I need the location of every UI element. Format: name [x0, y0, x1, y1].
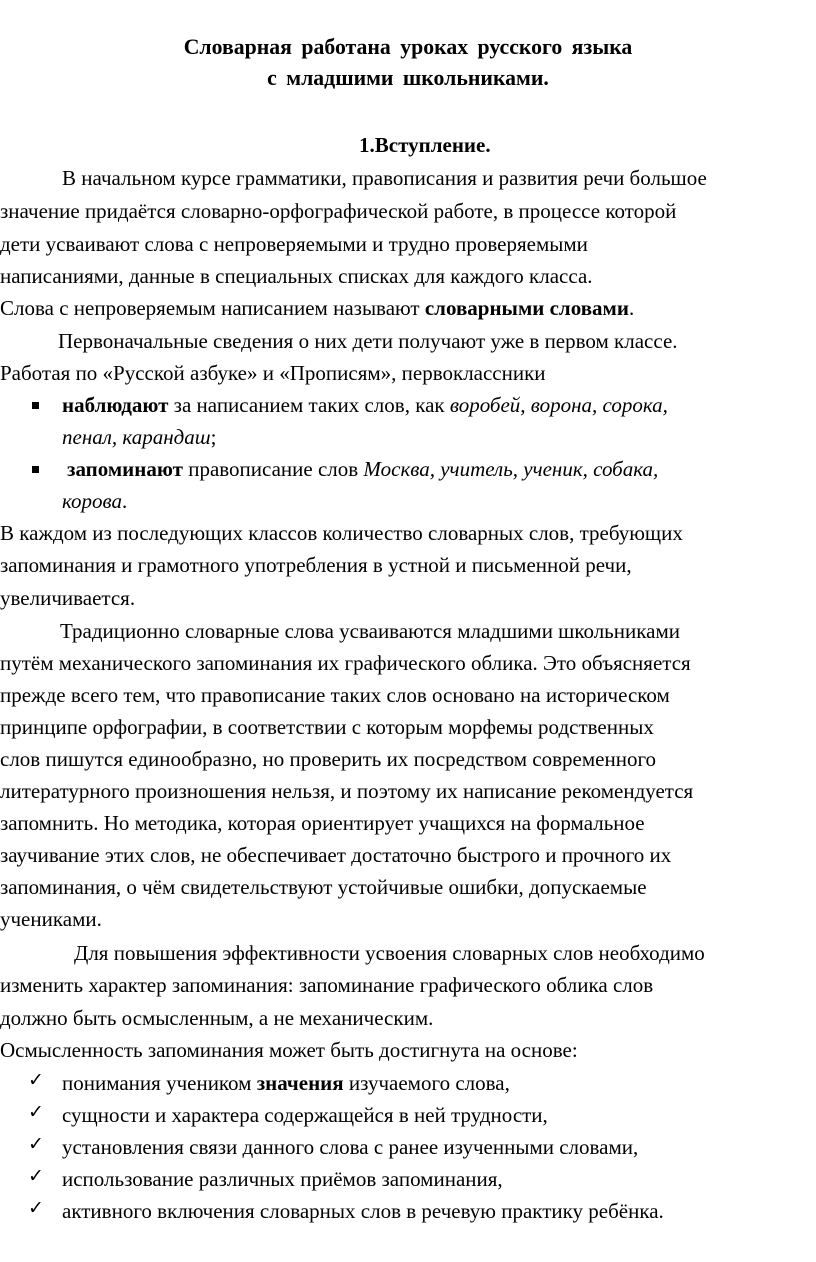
intro-line-4: написаниями, данные в специальных списках для каждого класса. — [0, 264, 593, 288]
bullet-1-text: за написанием таких слов, как — [168, 393, 450, 417]
check-item-1-prefix: понимания учеником — [62, 1071, 257, 1095]
p4-line-5: слов пишутся единообразно, но проверить их посредством современного — [0, 747, 657, 771]
title-line-2: с младшими школьниками. — [267, 66, 549, 90]
p2-line-2: Работая по «Русской азбуке» и «Прописям», первоклассники — [0, 361, 546, 385]
bullet-2-examples: Москва, учитель, ученик, собака, — [363, 457, 659, 481]
p4-line-8: заучивание этих слов, не обеспечивает достаточно быстрого и прочного их — [0, 843, 672, 867]
p5-line-1: Для повышения эффективности усвоения словарных слов необходимо — [74, 941, 705, 965]
bullet-1-examples-cont: пенал, карандаш — [62, 425, 211, 449]
check-item-1 — [62, 1070, 510, 1096]
p4-line-9: запоминания, о чём свидетельствуют устойчивые ошибки, допускаемые — [0, 875, 647, 899]
check-item-3: установления связи данного слова с ранее изученными словами, — [62, 1135, 639, 1159]
p4-line-6: литературного произношения нельзя, и поэтому их написание рекомендуется — [0, 779, 694, 803]
bullet-2-bold: запоминают — [67, 457, 183, 481]
intro-line-2: значение придаётся словарно-орфографической работе, в процессе которой — [0, 199, 677, 223]
definition-prefix: Слова с непроверяемым написанием называют — [0, 296, 425, 320]
p4-line-10: учениками. — [0, 907, 102, 931]
definition-term: словарными словами — [424, 296, 629, 320]
check-item-4: использование различных приёмов запоминания, — [62, 1167, 503, 1191]
p4-line-2: путём механического запоминания их графического облика. Это объясняется — [0, 651, 691, 675]
p3-line-1: В каждом из последующих классов количество словарных слов, требующих — [0, 521, 683, 545]
p5-line-4: Осмысленность запоминания может быть достигнута на основе: — [0, 1038, 578, 1062]
p4-line-3: прежде всего тем, что правописание таких слов основано на историческом — [0, 683, 670, 707]
check-icon: ✓ — [28, 1133, 44, 1155]
p4-line-1: Традиционно словарные слова усваиваются младшими школьниками — [60, 619, 680, 643]
bullet-1-bold: наблюдают — [62, 393, 169, 417]
bullet-1-line-1 — [62, 392, 668, 418]
intro-line-3: дети усваивают слова с непроверяемыми и трудно проверяемыми — [0, 232, 588, 256]
title-line-1: Словарная работана уроках русского языка — [183, 35, 633, 59]
p4-line-7: запомнить. Но методика, которая ориентирует учащихся на формальное — [0, 811, 645, 835]
square-bullet-icon — [32, 402, 39, 409]
p2-line-1: Первоначальные сведения о них дети получают уже в первом классе. — [58, 329, 678, 353]
bullet-2-line-1 — [67, 456, 658, 482]
p3-line-2: запоминания и грамотного употребления в устной и письменной речи, — [0, 553, 632, 577]
p4-line-4: принципе орфографии, в соответствии с которым морфемы родственных — [0, 715, 654, 739]
check-icon: ✓ — [28, 1069, 44, 1091]
bullet-1-tail: ; — [210, 425, 217, 449]
definition-suffix: . — [628, 296, 635, 320]
p3-line-3: увеличивается. — [0, 586, 136, 610]
bullet-2-line-2 — [62, 488, 127, 514]
definition-line — [0, 295, 634, 321]
bullet-2-examples-cont: корова — [62, 489, 122, 513]
bullet-1-line-2 — [62, 424, 216, 450]
bullet-2-text: правописание слов — [182, 457, 364, 481]
check-icon: ✓ — [28, 1101, 44, 1123]
square-bullet-icon — [32, 466, 39, 473]
p5-line-3: должно быть осмысленным, а не механическим. — [0, 1006, 434, 1030]
p5-line-2: изменить характер запоминания: запоминание графического облика слов — [0, 973, 654, 997]
intro-line-1: В начальном курсе грамматики, правописания и развития речи большое — [62, 166, 707, 190]
check-icon: ✓ — [28, 1197, 44, 1219]
section-heading: 1.Вступление. — [359, 133, 491, 157]
bullet-1-examples: воробей, ворона, сорока, — [449, 393, 668, 417]
check-item-1-suffix: изучаемого слова, — [343, 1071, 510, 1095]
check-item-5: активного включения словарных слов в речевую практику ребёнка. — [62, 1199, 664, 1223]
check-icon: ✓ — [28, 1165, 44, 1187]
check-item-1-bold: значения — [256, 1071, 344, 1095]
check-item-2: сущности и характера содержащейся в ней трудности, — [62, 1103, 548, 1127]
bullet-2-tail: . — [122, 489, 128, 513]
